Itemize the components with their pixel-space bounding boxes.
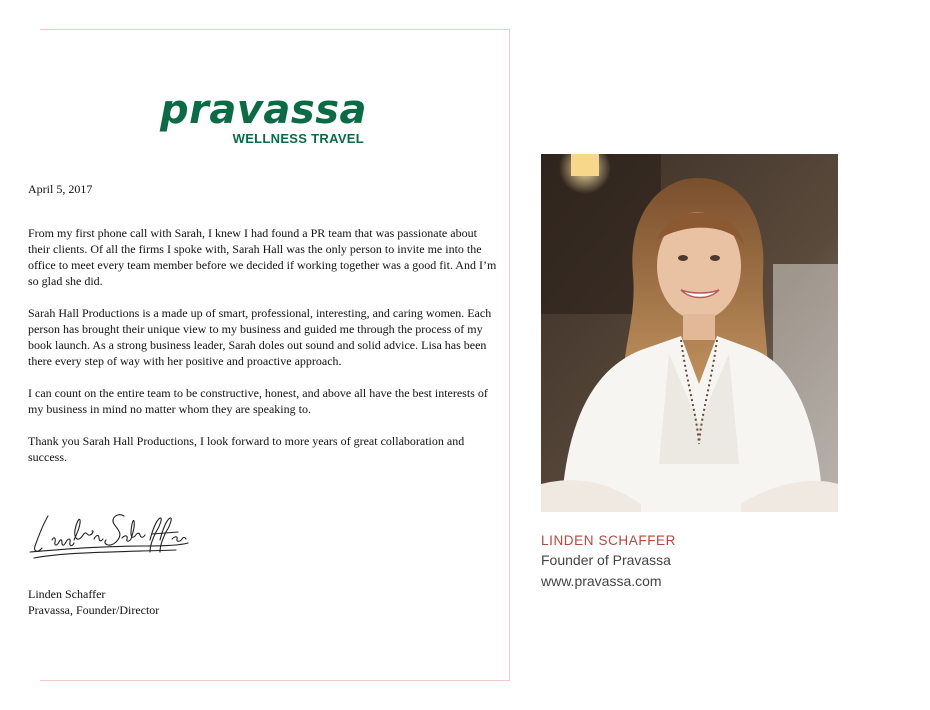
logo-wordmark: pravassa [160,87,368,133]
page-border-bottom [40,680,510,681]
letter-body [28,181,498,481]
sign-off-name: Linden Schaffer [28,587,106,601]
handwritten-signature [26,502,194,568]
pravassa-logo [160,88,370,150]
portrait-caption [541,532,841,592]
caption-role: Founder of Pravassa [541,552,671,568]
page-border-top [40,29,510,30]
logo-tagline: WELLNESS TRAVEL [232,131,364,146]
letter-paragraph: I can count on the entire team to be constructive, honest, and above all have the best interests of my business in mind no matter whom they are speaking to. [28,386,488,416]
sign-off [28,586,159,618]
caption-name: LINDEN SCHAFFER [541,533,677,548]
portrait-photo [541,154,838,512]
letter-paragraph: Thank you Sarah Hall Productions, I look forward to more years of great collaboration and success. [28,434,465,464]
letter-date: April 5, 2017 [28,182,93,196]
letter-paragraph: From my first phone call with Sarah, I knew I had found a PR team that was passionate about their clients. Of all the firms I spoke with, Sarah Hall was the only person to invite me into the office to meet every team member before we decided if working together was a good fit. And I’m so glad she did. [28,226,497,288]
caption-website: www.pravassa.com [541,573,662,589]
letter-paragraph: Sarah Hall Productions is a made up of smart, professional, interesting, and caring women. Each person has brought their unique view to my business and guided me through the process of my book launch. As a strong business leader, Sarah doles out sound and solid advice. Lisa has been there every step of way with her positive and proactive approach. [28,306,492,368]
page-border-right [509,29,510,681]
sign-off-title: Pravassa, Founder/Director [28,603,160,617]
